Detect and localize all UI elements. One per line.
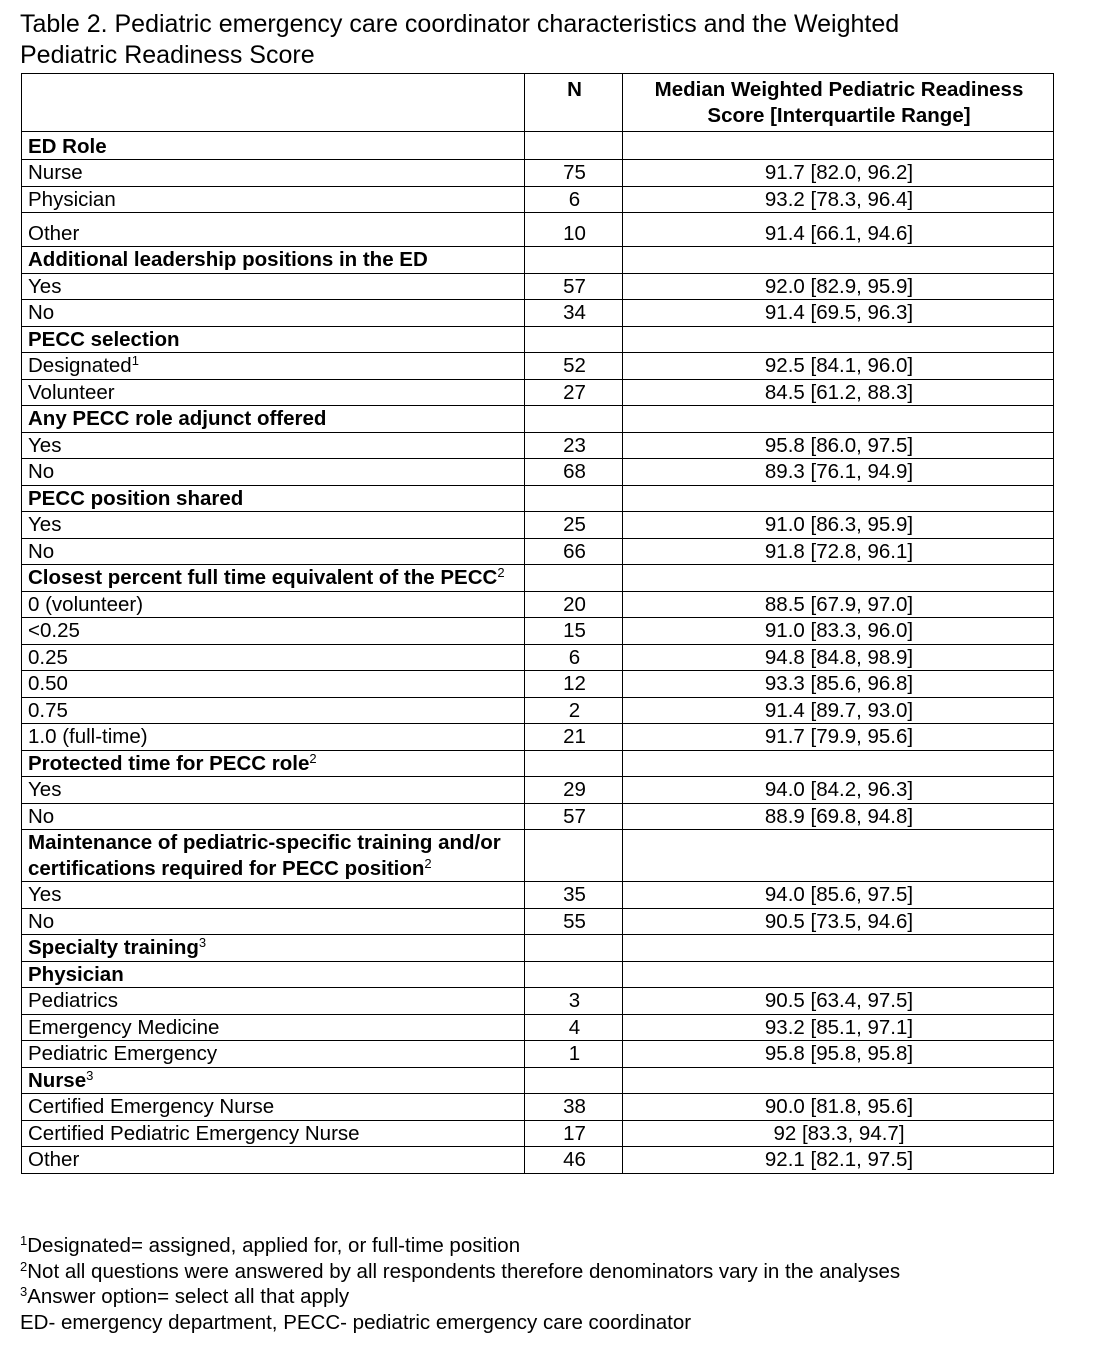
n-cell: 21	[525, 724, 623, 751]
n-cell: 52	[525, 353, 623, 380]
label-cell	[22, 882, 525, 909]
table-row	[22, 591, 1054, 618]
table-row	[22, 538, 1054, 565]
row-label: No	[28, 539, 55, 563]
section-row	[22, 565, 1054, 592]
label-cell	[22, 697, 525, 724]
section-row	[22, 750, 1054, 777]
n-cell: 6	[525, 186, 623, 213]
empty-cell	[623, 935, 1054, 962]
empty-cell	[623, 1067, 1054, 1094]
row-label: Physician	[28, 187, 116, 211]
table-row	[22, 459, 1054, 486]
section-row	[22, 935, 1054, 962]
footnote-number: 2	[20, 1258, 28, 1274]
n-cell: 75	[525, 160, 623, 187]
median-cell: 92.5 [84.1, 96.0]	[623, 353, 1054, 380]
row-label: Certified Pediatric Emergency Nurse	[28, 1121, 360, 1145]
n-cell: 29	[525, 777, 623, 804]
n-cell: 55	[525, 908, 623, 935]
empty-cell	[623, 830, 1054, 882]
empty-cell	[525, 565, 623, 592]
caption-line-2: Pediatric Readiness Score	[20, 41, 315, 69]
median-cell: 91.7 [82.0, 96.2]	[623, 160, 1054, 187]
n-cell: 66	[525, 538, 623, 565]
label-cell	[22, 538, 525, 565]
row-label: <0.25	[28, 619, 80, 642]
table-header-row	[22, 74, 1054, 132]
table-row	[22, 697, 1054, 724]
n-cell: 12	[525, 671, 623, 698]
table-body	[22, 132, 1054, 1174]
n-cell: 27	[525, 379, 623, 406]
empty-cell	[525, 247, 623, 274]
label-cell	[22, 988, 525, 1015]
empty-cell	[525, 750, 623, 777]
label-cell	[22, 908, 525, 935]
n-cell: 2	[525, 697, 623, 724]
median-cell: 91.4 [69.5, 96.3]	[623, 300, 1054, 327]
label-cell	[22, 671, 525, 698]
row-label: 0.25	[28, 645, 68, 669]
section-cell	[22, 326, 525, 353]
subsection-row	[22, 961, 1054, 988]
label-cell	[22, 724, 525, 751]
median-cell: 94.8 [84.8, 98.9]	[623, 644, 1054, 671]
table-row	[22, 988, 1054, 1015]
empty-cell	[525, 830, 623, 882]
section-label: Closest percent full time equivalent of the PECC	[28, 566, 498, 589]
footnote-text: Designated= assigned, applied for, or full-time position	[27, 1234, 521, 1257]
label-cell	[22, 160, 525, 187]
section-cell	[22, 132, 525, 160]
section-row	[22, 132, 1054, 160]
section-label: Protected time for PECC role	[28, 751, 310, 775]
row-label: 1.0 (full-time)	[28, 725, 148, 748]
row-label: 0.50	[28, 672, 68, 695]
median-cell: 84.5 [61.2, 88.3]	[623, 379, 1054, 406]
label-cell	[22, 459, 525, 486]
section-cell	[22, 750, 525, 777]
row-label: Certified Emergency Nurse	[28, 1095, 275, 1118]
empty-cell	[623, 565, 1054, 592]
row-label: Other	[28, 221, 80, 245]
footnote-marker: 2	[424, 855, 432, 871]
table-row	[22, 1147, 1054, 1174]
table-row	[22, 1041, 1054, 1068]
header-characteristic	[22, 74, 525, 132]
table-row	[22, 186, 1054, 213]
median-cell: 92.1 [82.1, 97.5]	[623, 1147, 1054, 1174]
n-cell: 4	[525, 1014, 623, 1041]
empty-cell	[525, 406, 623, 433]
median-cell: 91.0 [83.3, 96.0]	[623, 618, 1054, 645]
section-cell	[22, 830, 525, 882]
table-row	[22, 1014, 1054, 1041]
empty-cell	[525, 485, 623, 512]
footnote-text: Not all questions were answered by all respondents therefore denominators vary in the analyses	[27, 1259, 901, 1283]
n-cell: 38	[525, 1094, 623, 1121]
section-row	[22, 485, 1054, 512]
label-cell	[22, 591, 525, 618]
subsection-cell	[22, 961, 525, 988]
n-cell: 34	[525, 300, 623, 327]
footnote	[20, 1259, 1090, 1285]
label-cell	[22, 300, 525, 327]
footnote-marker: 2	[309, 750, 317, 766]
section-cell	[22, 247, 525, 274]
section-label: Additional leadership positions in the ED	[28, 248, 428, 271]
label-cell	[22, 1120, 525, 1147]
n-cell: 25	[525, 512, 623, 539]
row-label: Designated	[28, 354, 132, 377]
row-label: Other	[28, 1148, 80, 1171]
n-cell: 23	[525, 432, 623, 459]
n-cell: 6	[525, 644, 623, 671]
section-label: ED Role	[28, 134, 107, 158]
table-row	[22, 160, 1054, 187]
empty-cell	[525, 935, 623, 962]
table-row	[22, 908, 1054, 935]
label-cell	[22, 1041, 525, 1068]
table-row	[22, 1094, 1054, 1121]
label-cell	[22, 1094, 525, 1121]
n-cell: 35	[525, 882, 623, 909]
n-cell: 46	[525, 1147, 623, 1174]
median-cell: 91.8 [72.8, 96.1]	[623, 538, 1054, 565]
empty-cell	[623, 132, 1054, 160]
section-row	[22, 326, 1054, 353]
table-row	[22, 213, 1054, 247]
section-cell	[22, 406, 525, 433]
empty-cell	[525, 961, 623, 988]
footnote	[20, 1310, 1090, 1336]
section-row	[22, 247, 1054, 274]
n-cell: 10	[525, 213, 623, 247]
row-label: Nurse	[28, 161, 83, 184]
median-cell: 88.9 [69.8, 94.8]	[623, 803, 1054, 830]
table-row	[22, 300, 1054, 327]
table-row	[22, 644, 1054, 671]
row-label: Pediatric Emergency	[28, 1042, 218, 1065]
footnote-marker: 3	[198, 935, 207, 950]
table-row	[22, 273, 1054, 300]
section-cell	[22, 565, 525, 592]
empty-cell	[623, 485, 1054, 512]
footnote-marker: 3	[86, 1067, 94, 1083]
table-row	[22, 353, 1054, 380]
row-label: No	[28, 460, 55, 483]
section-label: Any PECC role adjunct offered	[28, 407, 327, 430]
median-cell: 88.5 [67.9, 97.0]	[623, 591, 1054, 618]
label-cell	[22, 1014, 525, 1041]
row-label: Emergency Medicine	[28, 1015, 220, 1039]
median-cell: 95.8 [86.0, 97.5]	[623, 432, 1054, 459]
section-label: PECC selection	[28, 327, 180, 351]
table-row	[22, 379, 1054, 406]
median-cell: 91.4 [89.7, 93.0]	[623, 697, 1054, 724]
empty-cell	[623, 406, 1054, 433]
row-label: No	[28, 909, 55, 933]
section-label: Maintenance of pediatric-specific training and/or certifications required for PECC position	[28, 831, 501, 880]
n-cell: 20	[525, 591, 623, 618]
median-cell: 92.0 [82.9, 95.9]	[623, 273, 1054, 300]
label-cell	[22, 512, 525, 539]
row-label: 0.75	[28, 698, 68, 722]
row-label: No	[28, 301, 55, 324]
row-label: 0 (volunteer)	[28, 592, 144, 616]
table-row	[22, 618, 1054, 645]
table-row	[22, 671, 1054, 698]
n-cell: 68	[525, 459, 623, 486]
footnote-marker: 1	[131, 353, 139, 368]
footnote-number: 3	[20, 1284, 28, 1299]
caption-line-1: Table 2. Pediatric emergency care coordinator characteristics and the Weighted	[20, 10, 900, 38]
footnote-text: Answer option= select all that apply	[27, 1285, 350, 1308]
row-label: Yes	[28, 883, 62, 906]
label-cell	[22, 777, 525, 804]
label-cell	[22, 186, 525, 213]
table-row	[22, 1120, 1054, 1147]
label-cell	[22, 213, 525, 247]
median-cell: 94.0 [84.2, 96.3]	[623, 777, 1054, 804]
row-label: Yes	[28, 513, 62, 536]
section-label: Specialty training	[28, 936, 199, 959]
label-cell	[22, 432, 525, 459]
median-cell: 90.5 [63.4, 97.5]	[623, 988, 1054, 1015]
header-n: N	[525, 74, 623, 132]
readiness-table	[21, 73, 1054, 1174]
row-label: No	[28, 804, 55, 828]
footnote-number: 1	[20, 1233, 28, 1248]
row-label: Yes	[28, 778, 62, 801]
median-cell: 91.7 [79.9, 95.6]	[623, 724, 1054, 751]
subsection-cell	[22, 1067, 525, 1094]
label-cell	[22, 618, 525, 645]
n-cell: 1	[525, 1041, 623, 1068]
row-label: Yes	[28, 433, 62, 457]
footnote-marker: 2	[497, 565, 505, 580]
footnote	[20, 1233, 1090, 1259]
label-cell	[22, 273, 525, 300]
footnotes	[20, 1233, 1090, 1335]
median-cell: 91.0 [86.3, 95.9]	[623, 512, 1054, 539]
median-cell: 93.2 [78.3, 96.4]	[623, 186, 1054, 213]
median-cell: 90.5 [73.5, 94.6]	[623, 908, 1054, 935]
n-cell: 57	[525, 803, 623, 830]
median-cell: 90.0 [81.8, 95.6]	[623, 1094, 1054, 1121]
empty-cell	[623, 961, 1054, 988]
median-cell: 94.0 [85.6, 97.5]	[623, 882, 1054, 909]
median-cell: 95.8 [95.8, 95.8]	[623, 1041, 1054, 1068]
median-cell: 91.4 [66.1, 94.6]	[623, 213, 1054, 247]
table-row	[22, 777, 1054, 804]
table-row	[22, 882, 1054, 909]
footnote	[20, 1284, 1090, 1310]
label-cell	[22, 379, 525, 406]
median-cell: 92 [83.3, 94.7]	[623, 1120, 1054, 1147]
table-row	[22, 724, 1054, 751]
empty-cell	[525, 132, 623, 160]
section-cell	[22, 935, 525, 962]
empty-cell	[525, 326, 623, 353]
median-cell: 93.2 [85.1, 97.1]	[623, 1014, 1054, 1041]
subsection-row	[22, 1067, 1054, 1094]
empty-cell	[525, 1067, 623, 1094]
section-row	[22, 406, 1054, 433]
row-label: Yes	[28, 274, 62, 298]
table-row	[22, 803, 1054, 830]
empty-cell	[623, 750, 1054, 777]
n-cell: 3	[525, 988, 623, 1015]
section-row	[22, 830, 1054, 882]
empty-cell	[623, 326, 1054, 353]
section-cell	[22, 485, 525, 512]
n-cell: 57	[525, 273, 623, 300]
median-cell: 89.3 [76.1, 94.9]	[623, 459, 1054, 486]
n-cell: 17	[525, 1120, 623, 1147]
section-label: Nurse	[28, 1068, 87, 1092]
label-cell	[22, 803, 525, 830]
table-row	[22, 512, 1054, 539]
row-label: Volunteer	[28, 380, 115, 404]
table-caption	[20, 9, 1080, 71]
section-label: PECC position shared	[28, 486, 244, 510]
label-cell	[22, 1147, 525, 1174]
label-cell	[22, 353, 525, 380]
median-cell: 93.3 [85.6, 96.8]	[623, 671, 1054, 698]
section-label: Physician	[28, 962, 124, 986]
footnote-text: ED- emergency department, PECC- pediatric emergency care coordinator	[20, 1310, 692, 1334]
n-cell: 15	[525, 618, 623, 645]
label-cell	[22, 644, 525, 671]
empty-cell	[623, 247, 1054, 274]
table-row	[22, 432, 1054, 459]
row-label: Pediatrics	[28, 989, 119, 1012]
header-median-score: Median Weighted Pediatric Readiness Score [Interquartile Range]	[623, 74, 1054, 132]
